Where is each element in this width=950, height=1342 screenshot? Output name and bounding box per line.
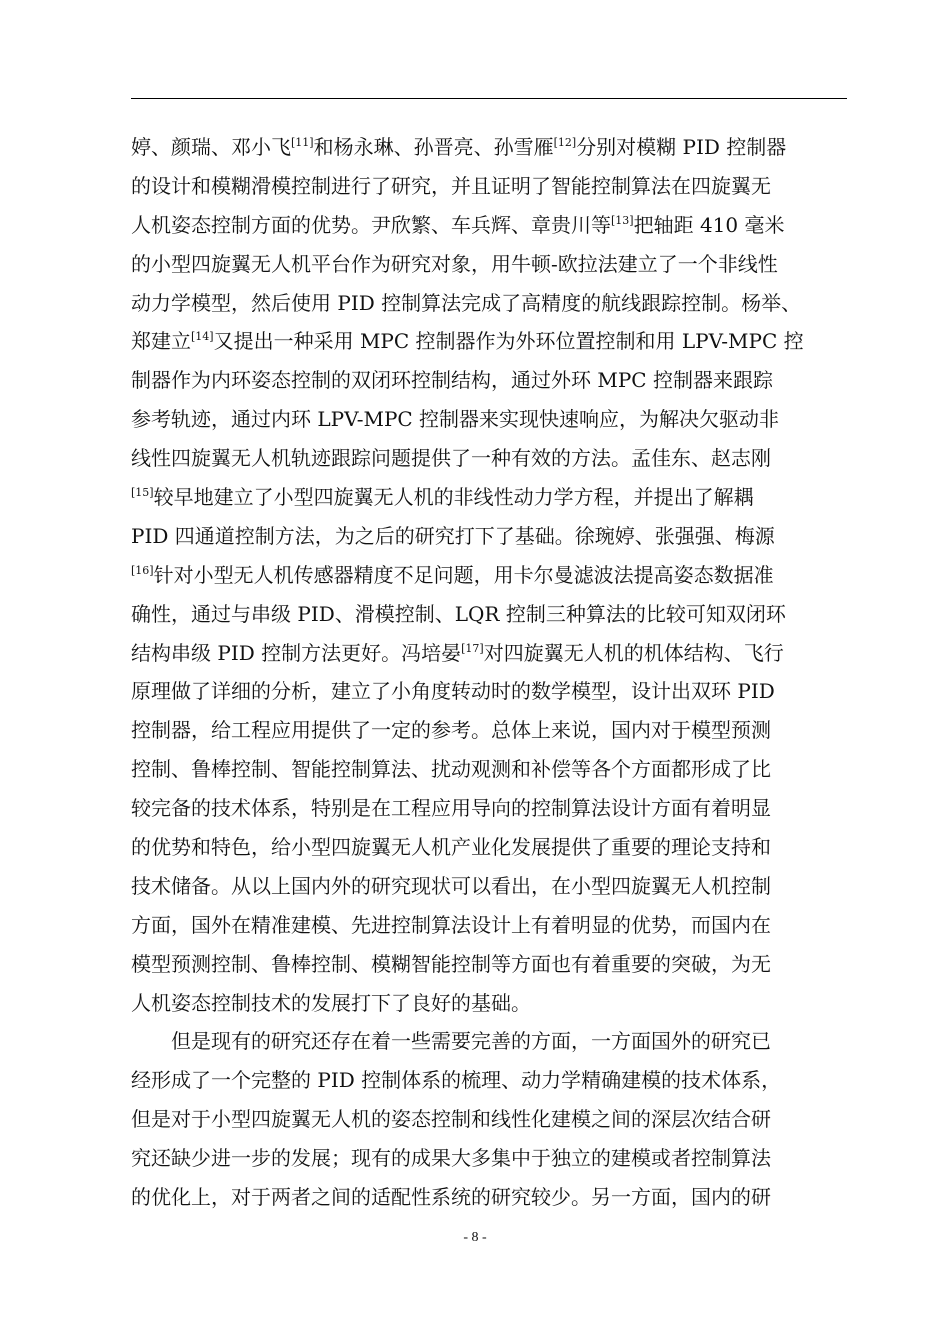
text-segment: 的小型四旋翼无人机平台作为研究对象，用牛顿-欧拉法建立了一个非线性 bbox=[131, 251, 778, 276]
text-line bbox=[131, 1178, 847, 1217]
text-line bbox=[131, 828, 847, 867]
text-segment: 控制器，给工程应用提供了一定的参考。总体上来说，国内对于模型预测 bbox=[131, 718, 771, 743]
body-text bbox=[131, 128, 847, 1217]
text-line bbox=[131, 284, 847, 323]
text-segment: 制器作为内环姿态控制的双闭环控制结构，通过外环 MPC 控制器来跟踪 bbox=[131, 368, 773, 393]
text-line bbox=[131, 245, 847, 284]
citation-marker: [11] bbox=[291, 136, 314, 149]
text-segment: 人机姿态控制方面的优势。尹欣繁、车兵辉、章贵川等 bbox=[131, 212, 611, 237]
text-segment: 把轴距 410 毫米 bbox=[633, 212, 785, 237]
text-segment: 模型预测控制、鲁棒控制、模糊智能控制等方面也有着重要的突破，为无 bbox=[131, 951, 771, 976]
text-segment: 方面，国外在精准建模、先进控制算法设计上有着明显的优势，而国内在 bbox=[131, 912, 771, 937]
text-segment: 郑建立 bbox=[131, 329, 191, 354]
citation-marker: [16] bbox=[131, 563, 154, 577]
text-segment: 人机姿态控制技术的发展打下了良好的基础。 bbox=[131, 990, 531, 1015]
paragraph bbox=[131, 128, 847, 1022]
text-segment: 针对小型无人机传感器精度不足问题，用卡尔曼滤波法提高姿态数据准 bbox=[153, 562, 774, 587]
citation-marker: [13] bbox=[611, 213, 634, 227]
text-segment: 较完备的技术体系，特别是在工程应用导向的控制算法设计方面有着明显 bbox=[131, 796, 771, 821]
text-segment: 经形成了一个完整的 PID 控制体系的梳理、动力学精确建模的技术体系， bbox=[131, 1068, 782, 1093]
header-rule bbox=[131, 98, 847, 99]
text-segment: 的优势和特色，给小型四旋翼无人机产业化发展提供了重要的理论支持和 bbox=[131, 835, 771, 860]
citation-marker: [12] bbox=[553, 136, 577, 149]
text-segment: 技术储备。从以上国内外的研究现状可以看出，在小型四旋翼无人机控制 bbox=[131, 873, 771, 898]
text-line bbox=[131, 711, 847, 750]
text-segment: 究还缺少进一步的发展；现有的成果大多集中于独立的建模或者控制算法 bbox=[131, 1146, 771, 1171]
text-line bbox=[131, 672, 847, 711]
text-line bbox=[131, 1061, 847, 1100]
text-segment: 的优化上，对于两者之间的适配性系统的研究较少。另一方面，国内的研 bbox=[131, 1185, 771, 1210]
text-line bbox=[131, 750, 847, 789]
text-line bbox=[131, 789, 847, 828]
text-segment: 较早地建立了小型四旋翼无人机的非线性动力学方程，并提出了解耦 bbox=[153, 485, 754, 510]
text-segment: 控制、鲁棒控制、智能控制算法、扰动观测和补偿等各个方面都形成了比 bbox=[131, 757, 771, 782]
text-segment: 的设计和模糊滑模控制进行了研究，并且证明了智能控制算法在四旋翼无 bbox=[131, 173, 771, 198]
text-segment: 分别对模糊 PID 控制器 bbox=[576, 135, 787, 159]
text-segment: 对四旋翼无人机的机体结构、飞行 bbox=[483, 640, 784, 665]
text-segment: 线性四旋翼无人机轨迹跟踪问题提供了一种有效的方法。孟佳东、赵志刚 bbox=[131, 446, 771, 471]
text-line bbox=[131, 478, 847, 517]
text-line bbox=[131, 634, 847, 673]
text-segment: 但是现有的研究还存在着一些需要完善的方面，一方面国外的研究已 bbox=[171, 1029, 771, 1054]
text-segment: 动力学模型，然后使用 PID 控制算法完成了高精度的航线跟踪控制。杨举、 bbox=[131, 290, 802, 315]
text-segment: 又提出一种采用 MPC 控制器作为外环位置控制和用 LPV-MPC 控 bbox=[213, 329, 804, 354]
text-line bbox=[131, 595, 847, 634]
text-segment: 婷、颜瑞、邓小飞 bbox=[131, 135, 291, 159]
text-line bbox=[131, 128, 847, 167]
text-line bbox=[131, 1139, 847, 1178]
paragraph bbox=[131, 1022, 847, 1216]
text-line bbox=[131, 206, 847, 245]
citation-marker: [15] bbox=[131, 486, 154, 500]
page-number: - 8 - bbox=[463, 1230, 487, 1245]
text-segment: 和杨永琳、孙晋亮、孙雪雁 bbox=[313, 135, 554, 159]
text-line bbox=[131, 906, 847, 945]
citation-marker: [14] bbox=[191, 330, 214, 344]
text-line bbox=[131, 439, 847, 478]
text-segment: PID 四通道控制方法，为之后的研究打下了基础。徐琬婷、张强强、梅源 bbox=[131, 523, 775, 548]
text-segment: 原理做了详细的分析，建立了小角度转动时的数学模型，设计出双环 PID bbox=[131, 679, 775, 704]
text-line bbox=[131, 400, 847, 439]
text-segment: 结构串级 PID 控制方法更好。冯培晏 bbox=[131, 640, 462, 665]
text-line bbox=[131, 361, 847, 400]
text-line bbox=[131, 984, 847, 1023]
text-line bbox=[131, 556, 847, 595]
text-segment: 但是对于小型四旋翼无人机的姿态控制和线性化建模之间的深层次结合研 bbox=[131, 1107, 771, 1132]
text-line bbox=[131, 1022, 847, 1061]
text-line bbox=[131, 945, 847, 984]
text-line bbox=[131, 517, 847, 556]
text-line bbox=[131, 167, 847, 206]
text-segment: 参考轨迹，通过内环 LPV-MPC 控制器来实现快速响应，为解决欠驱动非 bbox=[131, 407, 780, 432]
citation-marker: [17] bbox=[461, 641, 484, 655]
text-line bbox=[131, 867, 847, 906]
text-line bbox=[131, 322, 847, 361]
text-segment: 确性，通过与串级 PID、滑模控制、LQR 控制三种算法的比较可知双闭环 bbox=[131, 601, 786, 626]
text-line bbox=[131, 1100, 847, 1139]
